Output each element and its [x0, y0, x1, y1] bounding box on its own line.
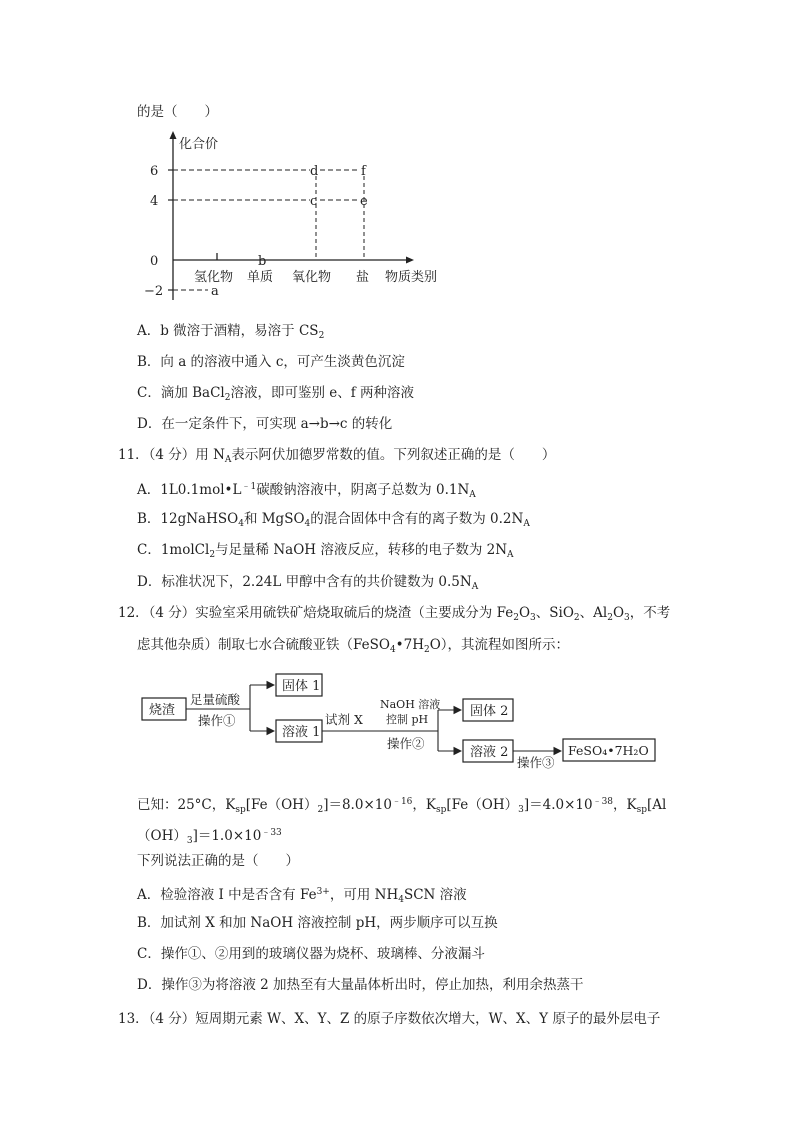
point-d: d	[310, 164, 319, 179]
q10-option-b: B．向 a 的溶液中通入 c，可产生淡黄色沉淀	[137, 354, 405, 370]
y-axis-title: 化合价	[179, 137, 219, 152]
label-solid2: 固体 2	[470, 704, 509, 719]
q12-option-d: D．操作③为将溶液 2 加热至有大量晶体析出时，停止加热，利用余热蒸干	[137, 977, 584, 993]
y-axis-arrow	[170, 131, 177, 139]
q11-option-c: C．1molCl$_2$与足量稀 NaOH 溶液反应，转移的电子数为 $2N_A$	[137, 542, 514, 560]
point-a: a	[211, 284, 219, 299]
label-reagent: 试剂 X	[325, 712, 363, 727]
category-element: 单质	[247, 270, 274, 285]
label-op1: 操作①	[198, 713, 236, 728]
process-flowchart	[140, 668, 660, 782]
point-f: f	[361, 164, 366, 179]
q12-known-line2: $(OH)_3]=1.0\times 10^{﹣33}$	[137, 828, 282, 846]
label-ph: 控制 pH	[386, 713, 429, 726]
q10-stem-tail: 的是（ ）	[137, 104, 218, 120]
q10-option-a: A．b 微溶于酒精，易溶于 $CS_2$	[137, 323, 325, 341]
y-tick-4: 4	[150, 194, 159, 209]
q12-option-c: C．操作①、②用到的玻璃仪器为烧杯、玻璃棒、分液漏斗	[137, 946, 485, 962]
category-oxide: 氧化物	[292, 270, 332, 285]
q12-ask: 下列说法正确的是（ ）	[137, 853, 299, 869]
q10-option-c: C．滴加 BaCl$_2$溶液，即可鉴别 e、f 两种溶液	[137, 385, 415, 403]
q12-stem-line1: 12．（4 分）实验室采用硫铁矿焙烧取硫后的烧渣（主要成分为 $Fe_2O_3$、SiO$_2$、$Al_2O_3$，不考	[118, 605, 671, 623]
label-op3: 操作③	[517, 755, 555, 770]
q11-option-b: B．12gNaHSO$_4$和 MgSO$_4$的混合固体中含有的离子数为 $0.2N_A$	[137, 511, 530, 529]
y-tick-0: 0	[150, 254, 159, 269]
category-hydride: 氢化物	[194, 270, 234, 285]
label-naoh: NaOH 溶液	[380, 698, 441, 711]
label-acid: 足量硫酸	[190, 692, 241, 707]
q12-stem-line2: 虑其他杂质）制取七水合硫酸亚铁$(FeSO_4•7H_2O)$，其流程如图所示：	[137, 637, 570, 655]
label-solution1: 溶液 1	[282, 725, 321, 740]
category-salt: 盐	[356, 270, 370, 285]
q10-option-d: D．在一定条件下，可实现 a→b→c 的转化	[137, 416, 393, 432]
q12-known-line1: 已知：25°C，$K_{sp}[Fe(OH)_2]=8.0\times 10^{﹣16}$，$K_{sp}[Fe(OH)_3]=4.0\times 10^{﹣38}$，$K_{sp}[Al$	[137, 797, 667, 815]
valence-chart	[130, 128, 460, 312]
q11-option-d: D．标准状况下，2.24L 甲醇中含有的共价键数为 $0.5N_A$	[137, 574, 479, 592]
y-tick-neg2: −2	[144, 284, 164, 299]
label-solid1: 固体 1	[282, 679, 321, 694]
label-op2: 操作②	[387, 736, 425, 751]
label-product: FeSO₄•7H₂O	[568, 743, 649, 758]
q11-stem: 11．（4 分）用 $N_A$表示阿伏加德罗常数的值。下列叙述正确的是（ ）	[118, 447, 556, 465]
q11-option-a: A．$1L0.1mol•L^{﹣1}$碳酸钠溶液中，阴离子总数为 $0.1N_A$	[137, 482, 476, 500]
q12-option-a: A．检验溶液 I 中是否含有 $Fe^{3+}$，可用 $NH_4SCN$ 溶液	[137, 887, 467, 905]
x-axis-title: 物质类别	[385, 270, 438, 285]
label-start: 烧渣	[149, 703, 176, 718]
point-b: b	[258, 254, 267, 269]
label-solution2: 溶液 2	[470, 745, 509, 760]
y-tick-6: 6	[150, 164, 159, 179]
x-axis-arrow	[406, 257, 414, 264]
point-e: e	[360, 194, 368, 209]
q12-option-b: B．加试剂 X 和加 NaOH 溶液控制 pH，两步顺序可以互换	[137, 915, 498, 931]
point-c: c	[310, 194, 318, 209]
q13-stem: 13．（4 分）短周期元素 W、X、Y、Z 的原子序数依次增大，W、X、Y 原子的最外层电子	[118, 1011, 661, 1027]
